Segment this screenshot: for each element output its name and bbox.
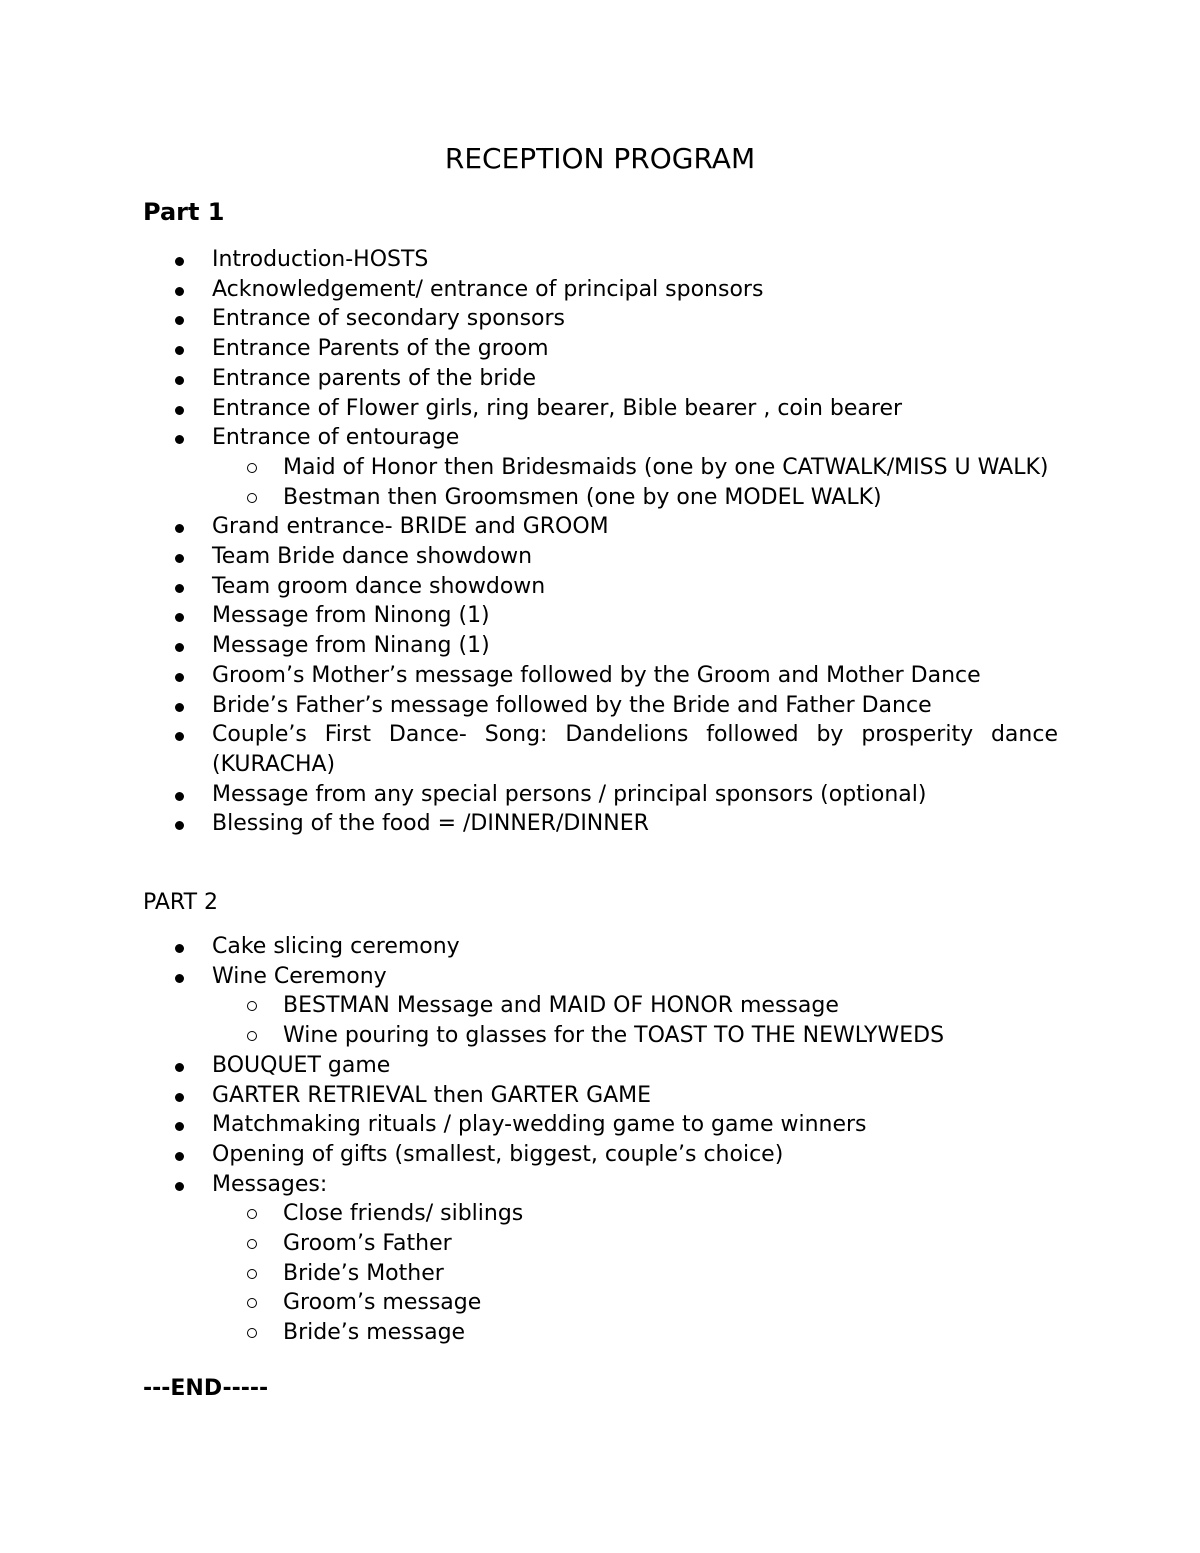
list-item: Groom’s Mother’s message followed by the Groom and Mother Dance: [0, 661, 1058, 691]
part2-list: [0, 932, 1058, 1348]
list-item: BOUQUET game: [0, 1051, 1058, 1081]
end-marker: ---END-----: [143, 1376, 269, 1401]
bullet-icon: [175, 554, 184, 563]
bullet-icon: [175, 613, 184, 622]
part1-heading: Part 1: [143, 198, 225, 226]
bullet-icon: [175, 524, 184, 533]
sub-list-item: Wine pouring to glasses for the TOAST TO THE NEWLYWEDS: [0, 1021, 1058, 1051]
bullet-icon: [175, 1093, 184, 1102]
document-title: RECEPTION PROGRAM: [444, 142, 756, 175]
hollow-bullet-icon: [247, 493, 257, 503]
sub-list-item: Close friends/ siblings: [0, 1199, 1058, 1229]
bullet-icon: [175, 821, 184, 830]
list-item: Message from Ninang (1): [0, 631, 1058, 661]
list-item: Messages:: [0, 1170, 1058, 1200]
bullet-icon: [175, 257, 184, 266]
hollow-bullet-icon: [247, 1209, 257, 1219]
list-item: Introduction-HOSTS: [0, 245, 1058, 275]
sub-list-item: Groom’s Father: [0, 1229, 1058, 1259]
list-item: Team groom dance showdown: [0, 572, 1058, 602]
list-item: Blessing of the food = /DINNER/DINNER: [0, 809, 1058, 839]
bullet-icon: [175, 1122, 184, 1131]
list-item: Entrance Parents of the groom: [0, 334, 1058, 364]
bullet-icon: [175, 406, 184, 415]
list-item: Opening of gifts (smallest, biggest, couple’s choice): [0, 1140, 1058, 1170]
list-item: Team Bride dance showdown: [0, 542, 1058, 572]
bullet-icon: [175, 287, 184, 296]
sub-list-item: Bestman then Groomsmen (one by one MODEL WALK): [0, 483, 1058, 513]
bullet-icon: [175, 1182, 184, 1191]
bullet-icon: [175, 1152, 184, 1161]
sub-list-item: Bride’s Mother: [0, 1259, 1058, 1289]
hollow-bullet-icon: [247, 463, 257, 473]
list-item: Entrance of Flower girls, ring bearer, Bible bearer , coin bearer: [0, 394, 1058, 424]
hollow-bullet-icon: [247, 1328, 257, 1338]
bullet-icon: [175, 1063, 184, 1072]
bullet-icon: [175, 703, 184, 712]
bullet-icon: [175, 643, 184, 652]
sub-list-item: BESTMAN Message and MAID OF HONOR message: [0, 991, 1058, 1021]
bullet-icon: [175, 792, 184, 801]
hollow-bullet-icon: [247, 1031, 257, 1041]
hollow-bullet-icon: [247, 1269, 257, 1279]
list-item: Entrance parents of the bride: [0, 364, 1058, 394]
hollow-bullet-icon: [247, 1239, 257, 1249]
bullet-icon: [175, 732, 184, 741]
list-item: Matchmaking rituals / play-wedding game to game winners: [0, 1110, 1058, 1140]
bullet-icon: [175, 316, 184, 325]
list-item: Message from Ninong (1): [0, 601, 1058, 631]
list-item: Bride’s Father’s message followed by the Bride and Father Dance: [0, 691, 1058, 721]
list-item: Acknowledgement/ entrance of principal sponsors: [0, 275, 1058, 305]
bullet-icon: [175, 944, 184, 953]
list-item: Wine Ceremony: [0, 962, 1058, 992]
part1-list: [0, 245, 1058, 839]
list-item: Entrance of entourage: [0, 423, 1058, 453]
sub-list-item: Bride’s message: [0, 1318, 1058, 1348]
bullet-icon: [175, 673, 184, 682]
hollow-bullet-icon: [247, 1298, 257, 1308]
hollow-bullet-icon: [247, 1001, 257, 1011]
list-item: Grand entrance- BRIDE and GROOM: [0, 512, 1058, 542]
bullet-icon: [175, 435, 184, 444]
bullet-icon: [175, 974, 184, 983]
list-item: GARTER RETRIEVAL then GARTER GAME: [0, 1081, 1058, 1111]
list-item: Entrance of secondary sponsors: [0, 304, 1058, 334]
bullet-icon: [175, 346, 184, 355]
list-item: Cake slicing ceremony: [0, 932, 1058, 962]
bullet-icon: [175, 584, 184, 593]
sub-list-item: Groom’s message: [0, 1288, 1058, 1318]
bullet-icon: [175, 376, 184, 385]
list-item: Couple’s First Dance- Song: Dandelions followed by prosperity dance (KURACHA): [0, 720, 1058, 779]
part2-heading: PART 2: [143, 890, 219, 915]
sub-list-item: Maid of Honor then Bridesmaids (one by one CATWALK/MISS U WALK): [0, 453, 1058, 483]
list-item: Message from any special persons / principal sponsors (optional): [0, 780, 1058, 810]
